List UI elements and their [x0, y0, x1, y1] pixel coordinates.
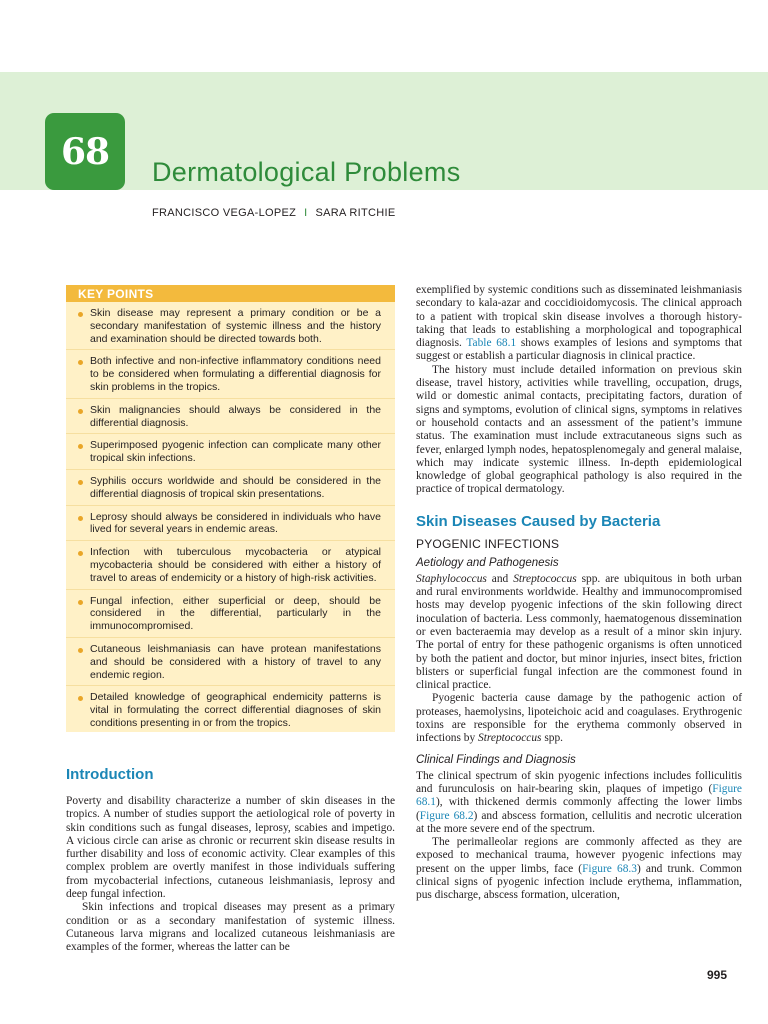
bullet-icon: [78, 444, 83, 449]
key-point-item: [66, 470, 395, 506]
clinical-paragraph-1: [416, 770, 742, 836]
clinical-paragraph-2: [416, 836, 742, 902]
text-run: and: [491, 572, 509, 585]
author-line: [152, 207, 396, 219]
bullet-icon: [78, 312, 83, 317]
bullet-icon: [78, 480, 83, 485]
key-point-text: Fungal infection, either superficial or deep, should be considered in the differential, particularly in the immunocompromised.: [90, 594, 381, 633]
key-points-box: [66, 285, 395, 732]
figure-link[interactable]: Figure 68.2: [419, 809, 474, 822]
key-point-text: Syphilis occurs worldwide and should be considered in the differential diagnosis of tropical skin presentations.: [90, 474, 381, 500]
chapter-number: 68: [60, 130, 110, 173]
author-separator: I: [304, 207, 308, 219]
organism-name: Streptococcus: [513, 572, 577, 585]
text-run: spp.: [544, 732, 564, 745]
text-run: The clinical spectrum of skin pyogenic infections includes folliculitis and furunculosis on hair-bearing skin, plaques of impetigo (: [416, 769, 742, 795]
pyogenic-infections-heading: PYOGENIC INFECTIONS: [416, 536, 560, 551]
text-run: ) and trunk. Common clinical signs of pyogenic infection include erythema, inflammation, pus discharge, abscess formation, ulceration,: [416, 862, 743, 902]
key-point-text: Superimposed pyogenic infection can complicate many other tropical skin infections.: [90, 439, 381, 465]
bullet-icon: [78, 551, 83, 556]
page-number: 995: [707, 968, 728, 982]
key-point-text: Detailed knowledge of geographical endemicity patterns is vital in formulating the correct differential diagnoses of skin conditions presenting in or from the tropics.: [90, 691, 381, 729]
introduction-paragraph-1: Poverty and disability characterize a number of skin diseases in the tropics. A number of studies support the aetiological role of poverty in skin conditions such as fungal diseases, leprosy, scabies and impetigo. A vicious circle can arise as chronic or recurrent skin disease results in further disability and loss of economic activity. Clear examples of this complex problem are overtly manifest in those individuals suffering from mycobacterial infections, cutaneous leishmaniasis, leprosy and deep fungal infection.: [66, 795, 395, 901]
text-run: ), with thickened dermis commonly affecting the lower limbs (: [416, 796, 742, 822]
key-point-text: Skin disease may represent a primary condition or be a secondary manifestation of systemic illness and the history and examination should be directed towards both.: [90, 307, 381, 345]
bullet-icon: [78, 360, 83, 365]
text-run: spp. are ubiquitous in both urban and rural environments worldwide. Healthy and immunocompromised hosts may develop pyogenic infections of the skin following direct inoculation of bacteria. Less commonly, haematogenous dissemination or even bacteraemia may develop as a result of a minor skin injury. The portal of entry for these pathogenic organisms is often unnoticed by both the patient and doctor, but minor injuries, insect bites, friction blisters or superficial fungal infection are the commonest found in clinical practice.: [416, 572, 742, 692]
key-point-text: Infection with tuberculous mycobacteria or atypical mycobacteria should be considered with either a history of travel to areas of endemicity or a history of high-risk activities.: [90, 546, 381, 584]
bacteria-section-heading: Skin Diseases Caused by Bacteria: [416, 512, 661, 530]
aetiology-paragraph-2: [416, 692, 742, 745]
key-points-list: [66, 302, 395, 734]
bullet-icon: [78, 409, 83, 414]
history-paragraph-2: The history must include detailed information on previous skin disease, travel history, activities while travelling, occupation, drugs, wild or domestic animal contacts, precipitating factors, duration of signs and symptoms, evolution of clinical signs, symptoms in relatives or household contacts and an assessment of the patient’s immune status. The examination must include extracutaneous signs such as fever, enlarged lymph nodes, hepatosplenomegaly and general malaise, which may indicate systemic illness. In-depth epidemiological knowledge of global geographical pathology is also required in the practice of tropical dermatology.: [416, 363, 742, 496]
key-point-item: [66, 638, 395, 686]
key-point-item: [66, 350, 395, 398]
bullet-icon: [78, 600, 83, 605]
key-point-item: [66, 302, 395, 350]
key-point-text: Leprosy should always be considered in individuals who have lived for several years in endemic areas.: [90, 510, 381, 536]
left-column: [66, 766, 395, 955]
key-point-text: Both infective and non-infective inflammatory conditions need to be considered when formulating a differential diagnosis for skin problems in the tropics.: [90, 355, 381, 393]
figure-link[interactable]: Figure 68.1: [416, 782, 742, 809]
organism-name: Streptococcus: [478, 732, 542, 745]
author-1: FRANCISCO VEGA-LOPEZ: [152, 207, 297, 219]
text-run: exemplified by systemic conditions such as disseminated leishmaniasis secondary to kala-azar and coccidioidomycosis. The clinical approach to a patient with tropical skin disease involves a thorough history-taking that leads to establishing a morphological and topographical diagnosis.: [416, 284, 742, 350]
key-point-item: [66, 590, 395, 638]
organism-name: Staphylococcus: [416, 572, 487, 585]
introduction-heading: Introduction: [66, 766, 154, 783]
aetiology-heading: Aetiology and Pathogenesis: [416, 556, 559, 569]
right-column: [416, 284, 742, 903]
table-link[interactable]: Table 68.1: [466, 337, 517, 350]
introduction-paragraph-2: Skin infections and tropical diseases may present as a primary condition or as a secondary manifestation of systemic illness. Cutaneous larva migrans and localized cutaneous leishmaniasis are examples of the former, whereas the latter can be: [66, 901, 395, 954]
bullet-icon: [78, 648, 83, 653]
key-point-item: [66, 506, 395, 542]
chapter-title: Dermatological Problems: [152, 157, 461, 187]
key-points-heading: KEY POINTS: [66, 285, 395, 302]
key-point-item: [66, 434, 395, 470]
figure-link[interactable]: Figure 68.3: [582, 862, 637, 875]
text-run: Pyogenic bacteria cause damage by the pathogenic action of proteases, haemolysins, lipoteichoic acid and coagulases. Erythrogenic toxins are responsible for the erythema commonly observed in infections by: [416, 692, 742, 745]
key-point-item: [66, 399, 395, 435]
key-point-text: Cutaneous leishmaniasis can have protean manifestations and should be considered with a history of travel to any endemic region.: [90, 642, 381, 681]
bullet-icon: [78, 516, 83, 521]
clinical-findings-heading: Clinical Findings and Diagnosis: [416, 753, 576, 766]
history-paragraph-1: [416, 284, 742, 364]
text-run: shows examples of lesions and symptoms that suggest or establish a particular diagnosis in clinical practice.: [416, 337, 742, 363]
bullet-icon: [78, 696, 83, 701]
key-point-text: Skin malignancies should always be considered in the differential diagnosis.: [90, 403, 381, 429]
chapter-number-badge: [45, 113, 125, 190]
key-point-item: [66, 686, 395, 733]
key-point-item: [66, 541, 395, 589]
author-2: SARA RITCHIE: [315, 207, 396, 219]
aetiology-paragraph-1: [416, 573, 742, 693]
text-run: The perimalleolar regions are commonly affected as they are exposed to mechanical trauma, however pyogenic infections may present on the upper limbs, face (: [416, 836, 742, 875]
text-run: ) and abscess formation, cellulitis and necrotic ulceration at the more severe end of the spectrum.: [416, 809, 742, 835]
